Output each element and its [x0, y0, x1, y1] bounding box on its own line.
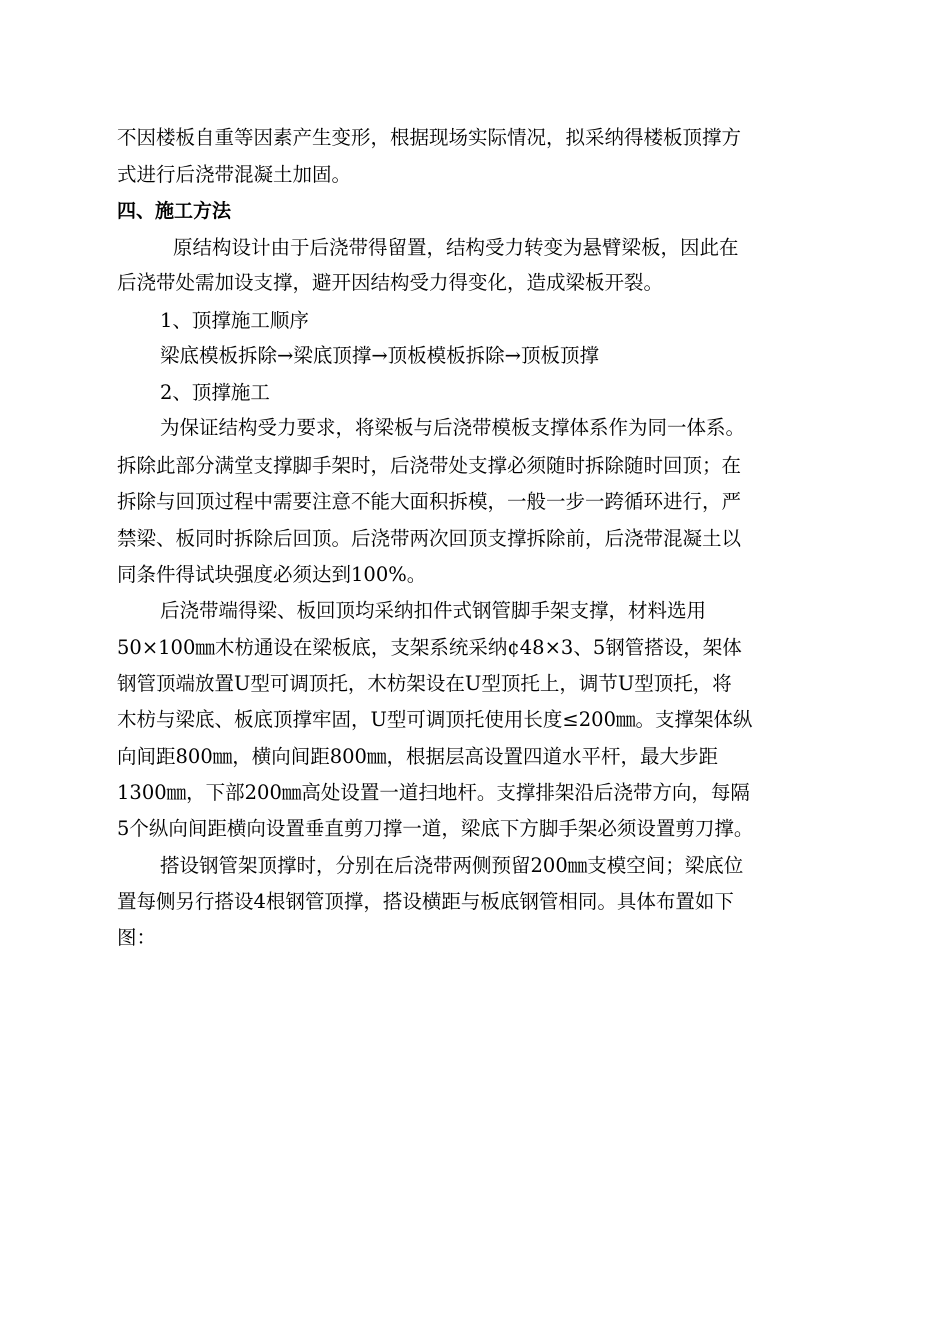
method-intro-line-2: 后浇带处需加设支撑，避开因结构受力得变化，造成梁板开裂。 [117, 271, 664, 294]
para2-line-4: 木枋与梁底、板底顶撑牢固，U型可调顶托使用长度≤200㎜。支撑架体纵 [117, 708, 753, 731]
para2-line-6: 1300㎜，下部200㎜高处设置一道扫地杆。支撑排架沿后浇带方向，每隔 [117, 781, 750, 804]
intro-line-1: 不因楼板自重等因素产生变形，根据现场实际情况，拟采纳得楼板顶撑方 [117, 126, 742, 149]
para1-line-3: 拆除与回顶过程中需要注意不能大面积拆模，一般一步一跨循环进行，严 [117, 490, 742, 513]
para3-line-2: 置每侧另行搭设4根钢管顶撑，搭设横距与板底钢管相同。具体布置如下 [117, 890, 734, 913]
para1-line-4: 禁梁、板同时拆除后回顶。后浇带两次回顶支撑拆除前，后浇带混凝土以 [117, 527, 742, 550]
para2-line-7: 5个纵向间距横向设置垂直剪刀撑一道，梁底下方脚手架必须设置剪刀撑。 [117, 817, 754, 840]
para1-line-1: 为保证结构受力要求，将梁板与后浇带模板支撑体系作为同一体系。 [160, 416, 746, 439]
para1-line-2: 拆除此部分满堂支撑脚手架时，后浇带处支撑必须随时拆除随时回顶；在 [117, 454, 742, 477]
intro-line-2: 式进行后浇带混凝土加固。 [117, 163, 352, 186]
para3-line-3: 图： [117, 926, 157, 949]
construction-sequence: 梁底模板拆除→梁底顶撑→顶板模板拆除→顶板顶撑 [160, 344, 600, 367]
para3-line-1: 搭设钢管架顶撑时，分别在后浇带两侧预留200㎜支模空间；梁底位 [160, 854, 744, 877]
section-heading: 四、施工方法 [117, 200, 232, 222]
para2-line-3: 钢管顶端放置U型可调顶托，木枋架设在U型顶托上，调节U型顶托，将 [117, 672, 732, 695]
para2-line-1: 后浇带端得梁、板回顶均采纳扣件式钢管脚手架支撑，材料选用 [160, 599, 707, 622]
method-intro-line-1: 原结构设计由于后浇带得留置，结构受力转变为悬臂梁板，因此在 [173, 236, 739, 259]
para2-line-2: 50×100㎜木枋通设在梁板底，支架系统采纳¢48×3、5钢管搭设，架体 [117, 636, 742, 659]
subsection-2-title: 2、顶撑施工 [160, 381, 270, 404]
subsection-1-title: 1、顶撑施工顺序 [160, 309, 309, 332]
para2-line-5: 向间距800㎜，横向间距800㎜，根据层高设置四道水平杆，最大步距 [117, 745, 718, 768]
para1-line-5: 同条件得试块强度必须达到100%。 [117, 563, 427, 586]
